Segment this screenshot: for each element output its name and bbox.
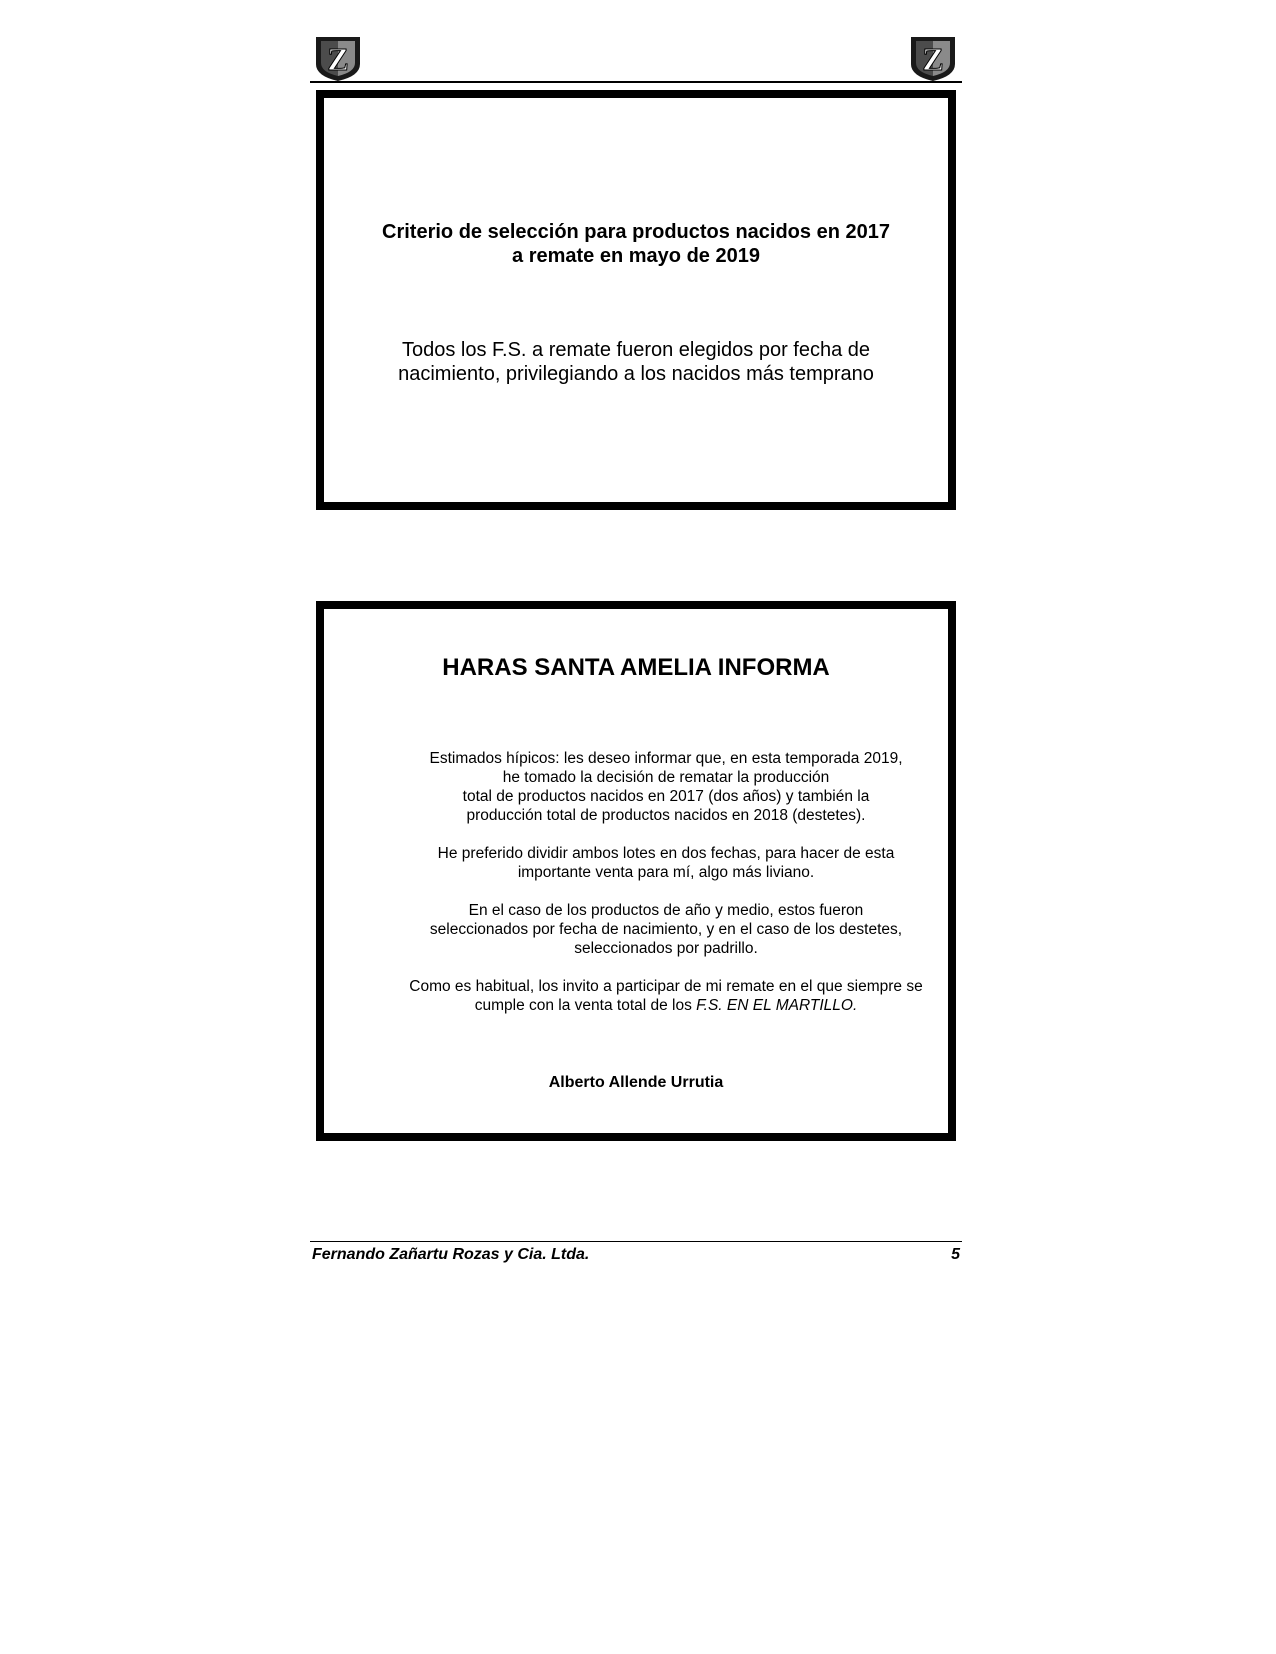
paragraph-line: Como es habitual, los invito a participar de mi remate en el que siempre se	[409, 978, 923, 995]
criterio-body-line: nacimiento, privilegiando a los nacidos más temprano	[398, 363, 874, 385]
paragraph-line: total de productos nacidos en 2017 (dos años) y también la	[462, 788, 870, 805]
paragraph-dates	[384, 844, 948, 882]
paragraph-line: he tomado la decisión de rematar la producción	[502, 769, 830, 786]
paragraph-line: En el caso de los productos de año y medio, estos fueron	[468, 902, 864, 919]
svg-text:Z: Z	[327, 41, 349, 77]
paragraph-line: Estimados hípicos: les deseo informar que, en esta temporada 2019,	[429, 750, 903, 767]
criterio-body	[324, 338, 948, 386]
paragraph-line: He preferido dividir ambos lotes en dos fechas, para hacer de esta	[437, 845, 895, 862]
header-rule	[310, 81, 962, 83]
paragraph-text: cumple con la venta total de los	[474, 997, 697, 1014]
company-logo-right	[908, 34, 958, 82]
page-number: 5	[951, 1246, 960, 1263]
paragraph-line: producción total de productos nacidos en 2018 (destetes).	[466, 807, 866, 824]
shield-z-logo	[908, 34, 958, 82]
criterio-body-line: Todos los F.S. a remate fueron elegidos por fecha de	[401, 339, 871, 361]
haras-title: HARAS SANTA AMELIA INFORMA	[442, 654, 830, 681]
paragraph-announcement	[384, 749, 948, 825]
criterio-title-line: a remate en mayo de 2019	[512, 245, 760, 267]
slide-criterio	[316, 90, 956, 510]
paragraph-line: seleccionados por fecha de nacimiento, y en el caso de los destetes,	[429, 921, 903, 938]
footer-rule	[310, 1241, 962, 1242]
criterio-title-line: Criterio de selección para productos nacidos en 2017	[382, 221, 890, 243]
footer-company: Fernando Zañartu Rozas y Cia. Ltda.	[312, 1246, 590, 1263]
criterio-title	[324, 220, 948, 268]
company-logo-left	[313, 34, 363, 82]
svg-text:Z: Z	[922, 41, 944, 77]
paragraph-line	[384, 996, 948, 1015]
paragraph-invitation	[384, 977, 948, 1015]
shield-z-logo	[313, 34, 363, 82]
martillo-emphasis: F.S. EN EL MARTILLO.	[696, 997, 858, 1014]
paragraph-line: importante venta para mí, algo más liviano.	[517, 864, 815, 881]
paragraph-selection	[384, 901, 948, 958]
paragraph-line: seleccionados por padrillo.	[574, 940, 758, 957]
signature: Alberto Allende Urrutia	[548, 1074, 724, 1091]
slide-haras-informa	[316, 601, 956, 1141]
